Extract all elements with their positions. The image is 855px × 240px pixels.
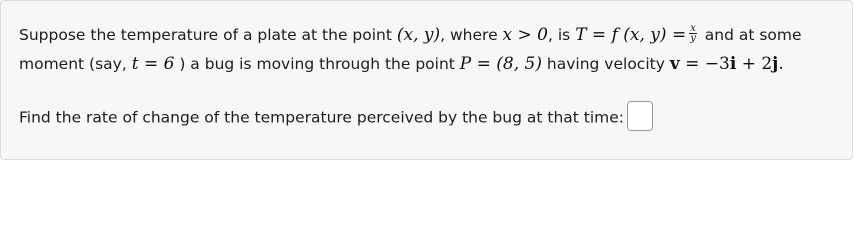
fraction-denominator: y: [690, 33, 696, 44]
fraction-numerator: x: [690, 23, 696, 34]
math-unit-vector-j: j: [772, 54, 779, 74]
math-unit-vector-i: i: [729, 54, 737, 74]
math-period: .: [778, 54, 784, 74]
text-segment: Suppose the temperature of a plate at the point: [19, 26, 397, 44]
problem-statement-line-2: [19, 54, 784, 74]
math-condition-x-positive: x > 0: [502, 25, 549, 45]
answer-input[interactable]: [627, 101, 653, 131]
math-velocity-symbol: v: [669, 54, 680, 74]
text-segment: moment (say,: [19, 55, 132, 73]
math-point-p: P = (8, 5): [459, 54, 542, 74]
text-segment: having velocity: [541, 55, 670, 73]
math-fraction-x-over-y: [689, 24, 697, 43]
text-segment: , where: [440, 26, 503, 44]
text-segment: and at some: [699, 26, 802, 44]
math-time-value: t = 6: [131, 54, 175, 74]
question-line: [19, 103, 653, 133]
math-temperature-function: T = f (x, y) =: [575, 25, 687, 45]
text-segment: ) a bug is moving through the point: [174, 55, 460, 73]
question-text: Find the rate of change of the temperature perceived by the bug at that time:: [19, 108, 625, 127]
problem-statement-line-1: [19, 25, 802, 45]
text-segment: , is: [548, 26, 576, 44]
math-velocity-coefficient-i: = −3: [679, 54, 730, 74]
math-point-xy: (x, y): [396, 25, 441, 45]
math-velocity-coefficient-j: + 2: [736, 54, 773, 74]
